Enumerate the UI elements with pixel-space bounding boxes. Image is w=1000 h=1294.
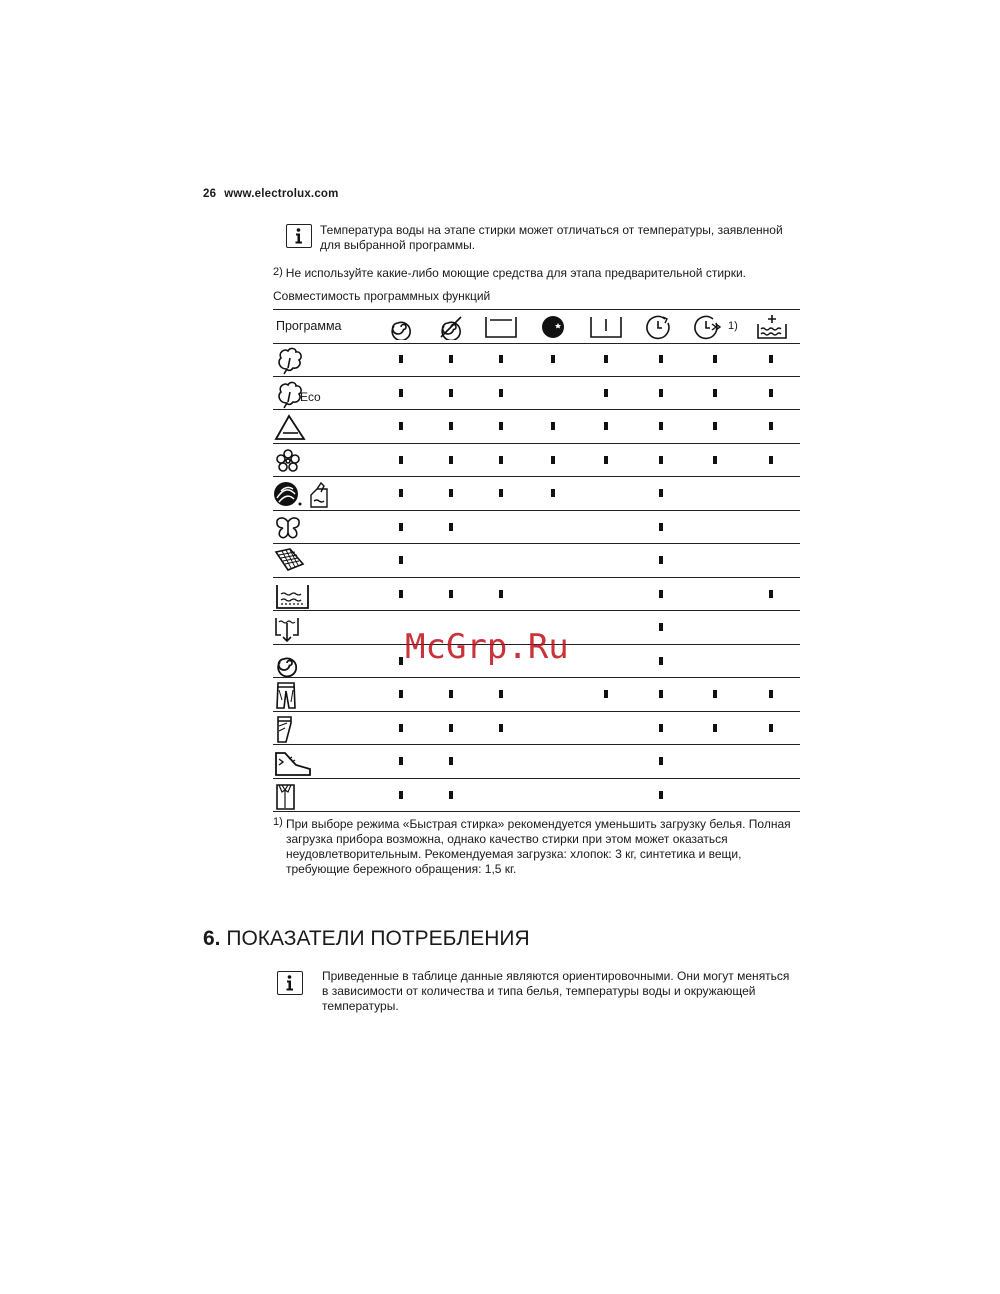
footnote-1-marker: 1) [273, 816, 283, 828]
compatibility-mark [449, 523, 453, 531]
spin-program-icon [273, 647, 313, 677]
compatibility-mark [769, 590, 773, 598]
compatibility-mark [399, 355, 403, 363]
compatibility-mark [399, 724, 403, 732]
compatibility-mark [499, 724, 503, 732]
compatibility-mark [449, 489, 453, 497]
compatibility-mark [713, 355, 717, 363]
table-row [273, 477, 800, 511]
compatibility-mark [449, 791, 453, 799]
synthetics-icon [273, 412, 313, 442]
compatibility-mark [399, 690, 403, 698]
compatibility-mark [499, 422, 503, 430]
compatibility-mark [499, 456, 503, 464]
spin-icon [386, 314, 416, 340]
wool-handwash-icon [273, 479, 333, 509]
compatibility-mark [604, 355, 608, 363]
compatibility-mark [449, 757, 453, 765]
table-row [273, 745, 800, 779]
table-row [273, 343, 800, 377]
compatibility-mark [659, 724, 663, 732]
compatibility-mark [659, 757, 663, 765]
program-column-header: Программа [276, 319, 342, 333]
compatibility-mark [769, 724, 773, 732]
rinse-icon [273, 580, 313, 610]
shirts-icon [273, 781, 313, 811]
compatibility-mark [399, 791, 403, 799]
compatibility-mark [399, 523, 403, 531]
footnote-1 [273, 817, 803, 877]
table-row [273, 779, 800, 813]
compatibility-mark [604, 422, 608, 430]
rinse-hold-icon [484, 314, 518, 340]
compatibility-mark [659, 456, 663, 464]
compatibility-mark [713, 724, 717, 732]
watermark: McGrp.Ru [405, 627, 569, 667]
compatibility-mark [659, 489, 663, 497]
section-heading [203, 927, 530, 951]
extra-rinse-icon [755, 314, 789, 340]
compatibility-mark [399, 389, 403, 397]
compatibility-mark [399, 757, 403, 765]
footnote-2-text: Не используйте какие-либо моющие средства для этапа предварительной стирки. [285, 266, 746, 280]
compatibility-mark [659, 389, 663, 397]
table-row [273, 511, 800, 545]
compatibility-mark [499, 355, 503, 363]
eco-label: Eco [300, 389, 321, 404]
compatibility-mark [659, 590, 663, 598]
compatibility-mark [449, 590, 453, 598]
page-number: 26 [203, 188, 217, 200]
compatibility-mark [449, 422, 453, 430]
info-icon [286, 224, 312, 248]
compatibility-mark [659, 422, 663, 430]
compatibility-mark [769, 355, 773, 363]
compatibility-mark [399, 489, 403, 497]
easy-iron-icon [273, 446, 313, 476]
compatibility-mark [659, 690, 663, 698]
compatibility-mark [713, 456, 717, 464]
table-row [273, 410, 800, 444]
compatibility-mark [449, 724, 453, 732]
prewash-icon [589, 314, 623, 340]
table-row [273, 712, 800, 746]
time-saver-icon [644, 314, 674, 340]
compatibility-mark [551, 489, 555, 497]
quick-wash-footnote-marker: 1) [728, 320, 738, 332]
table-row [273, 377, 800, 411]
section-number: 6. [203, 927, 221, 950]
compatibility-mark [604, 690, 608, 698]
compatibility-mark [604, 456, 608, 464]
sportswear-icon [273, 714, 313, 744]
compatibility-mark [659, 657, 663, 665]
compatibility-mark [659, 556, 663, 564]
compatibility-mark [769, 456, 773, 464]
compatibility-mark [713, 422, 717, 430]
table-title: Совместимость программных функций [273, 289, 491, 303]
denim-icon [273, 680, 313, 710]
drain-icon [273, 613, 313, 643]
compatibility-mark [399, 422, 403, 430]
compatibility-mark [769, 690, 773, 698]
compatibility-mark [399, 657, 403, 665]
compatibility-mark [604, 389, 608, 397]
footnote-2 [273, 266, 746, 280]
compatibility-mark [499, 389, 503, 397]
table-header-row [273, 310, 800, 344]
cotton-icon [273, 345, 313, 375]
info-icon [277, 971, 303, 995]
page-header [203, 188, 339, 200]
compatibility-mark [659, 623, 663, 631]
compatibility-mark [659, 355, 663, 363]
compatibility-mark [769, 422, 773, 430]
compatibility-mark [551, 456, 555, 464]
no-spin-icon [436, 314, 466, 340]
compatibility-mark [659, 791, 663, 799]
compatibility-mark [499, 590, 503, 598]
compatibility-mark [399, 456, 403, 464]
compatibility-mark [551, 422, 555, 430]
compatibility-mark [713, 389, 717, 397]
compatibility-mark [449, 389, 453, 397]
footnote-1-text: При выборе режима «Быстрая стирка» рекомендуется уменьшить загрузку белья. Полная загрузка прибора возможна, однако качество стирки при этом может оказаться неудовлетворительным. Рекомендуемая загрузка: хлопок: 3 кг, синтетика и вещи, требующие бережного обращения: 1,5 кг. [286, 817, 791, 876]
compatibility-mark [449, 690, 453, 698]
compatibility-mark [659, 523, 663, 531]
compatibility-mark [449, 355, 453, 363]
compatibility-mark [713, 690, 717, 698]
curtains-icon [273, 546, 313, 576]
compatibility-mark [499, 489, 503, 497]
silk-icon [273, 513, 313, 543]
trainers-icon [273, 747, 313, 777]
section-title: ПОКАЗАТЕЛИ ПОТРЕБЛЕНИЯ [226, 927, 530, 950]
footnote-2-marker: 2) [273, 266, 283, 278]
table-row [273, 678, 800, 712]
compatibility-mark [399, 556, 403, 564]
table-row [273, 444, 800, 478]
note-consumption-values: Приведенные в таблице данные являются ориентировочными. Они могут меняться в зависимости от количества и типа белья, температуры воды и окружающей температуры. [322, 969, 790, 1013]
compatibility-mark [499, 690, 503, 698]
table-row [273, 544, 800, 578]
compatibility-mark [399, 590, 403, 598]
compatibility-mark [769, 389, 773, 397]
night-cycle-icon [538, 314, 568, 340]
compatibility-mark [551, 355, 555, 363]
table-row [273, 578, 800, 612]
site-url: www.electrolux.com [224, 188, 339, 200]
compatibility-mark [449, 456, 453, 464]
note-water-temperature: Температура воды на этапе стирки может отличаться от температуры, заявленной для выбранной программы. [320, 223, 783, 252]
